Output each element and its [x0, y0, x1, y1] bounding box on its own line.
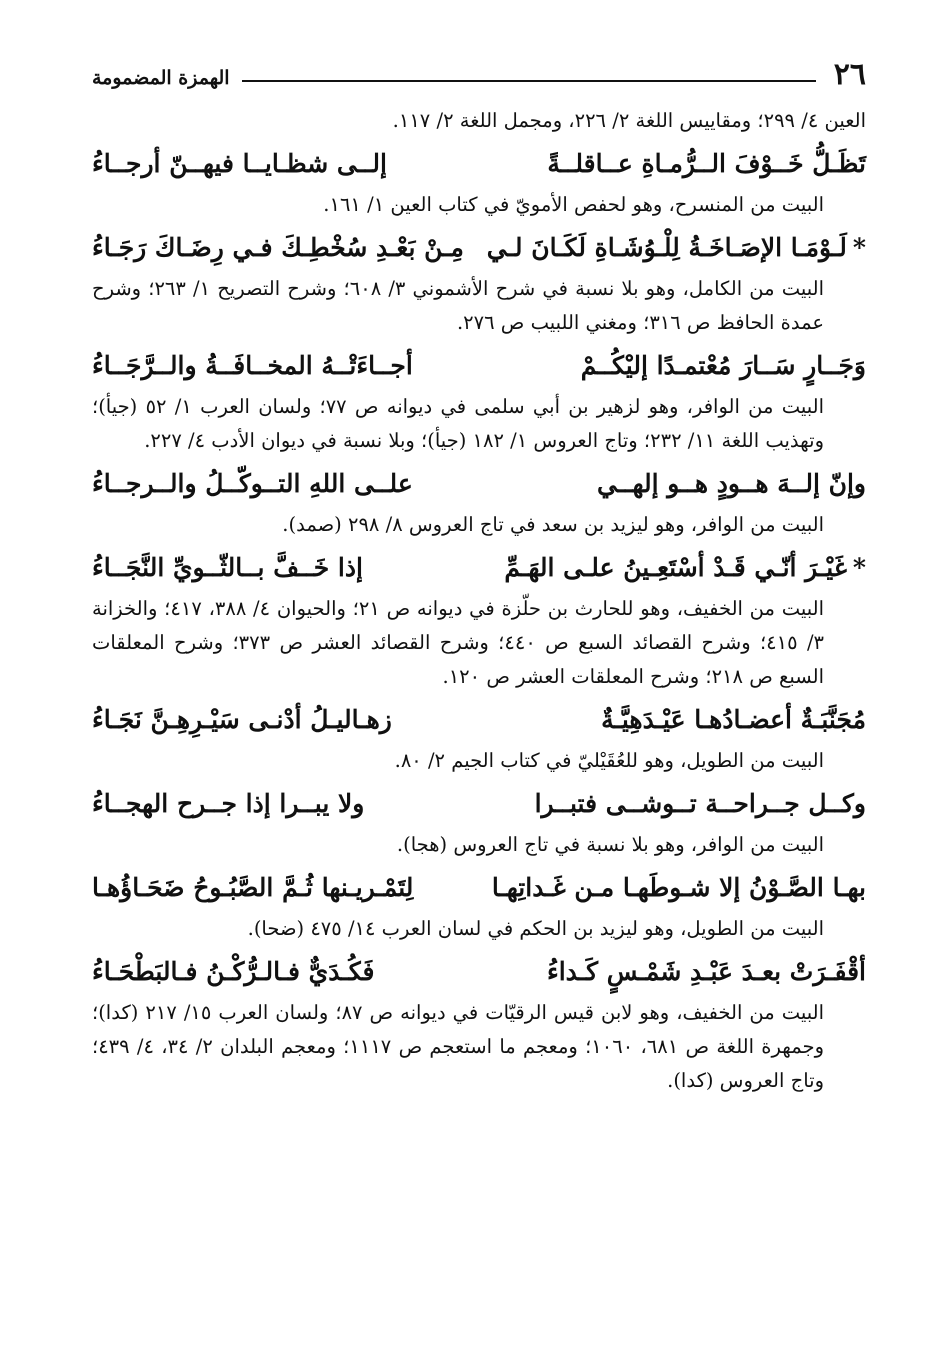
verse-second-hemistich: علــى اللهِ التــوكّــلُ والــرجــاءُ: [92, 469, 413, 498]
verse-second-hemistich: أجــاءَتْــهُ المخــافَــةُ والــرَّجَــاءُ: [92, 351, 413, 380]
verse-note: البيت من الخفيف، وهو لابن قيس الرقيّات في ديوانه ص ٨٧؛ ولسان العرب ١٥/ ٢١٧ (كدا)؛ وجمهرة اللغة ص ٦٨١، ١٠٦٠؛ ومعجم ما استعجم ص ١١١٧؛ ومعجم البلدان ٢/ ٣٤، ٤/ ٤٣٩؛ وتاج العروس (كدا).: [92, 1001, 824, 1092]
verse-note: البيت من الوافر، وهو بلا نسبة في تاج العروس (هجا).: [396, 833, 824, 856]
verse-entry: [92, 546, 866, 694]
verse-first-hemistich: بهـا الصَّـوْنُ إلا شـوطَهـا مـن غَـداتِهـا: [491, 873, 866, 902]
verse-note: البيت من الوافر، وهو لزهير بن أبي سلمى في ديوانه ص ٧٧؛ ولسان العرب ١/ ٥٢ (جيأ)؛ وتهذيب اللغة ١١/ ٢٣٢؛ وتاج العروس ١/ ١٨٢ (جيأ)؛ وبلا نسبة في ديوان الأدب ٤/ ٢٢٧.: [92, 395, 824, 452]
verse-first-text: لَـوْمَـا الإصَـاخَـةُ لِلْـوُشَـاةِ لَكَـانَ لـي: [486, 233, 847, 262]
verse-entry: [92, 698, 866, 778]
verse-entry: [92, 782, 866, 862]
verse-first-hemistich: [504, 546, 866, 590]
verse-line: [92, 546, 866, 590]
verse-note: البيت من المنسرح، وهو لحفص الأمويّ في كتاب العين ١/ ١٦١.: [323, 193, 824, 216]
verse-second-hemistich: زهـاليـلُ أدْنـى سَيْـرِهِـنَّ نَجَـاءُ: [92, 705, 392, 734]
verse-second-hemistich: فَكُـدَيٌّ فـالـرُّكْـنُ فـالبَطْحَـاءُ: [92, 957, 375, 986]
verse-entry: [92, 344, 866, 458]
header-rule: [242, 80, 816, 82]
verse-entry: [92, 226, 866, 340]
verse-line: [92, 142, 866, 186]
verse-note: البيت من الطويل، وهو ليزيد بن الحكم في لسان العرب ١٤/ ٤٧٥ (ضحا).: [247, 917, 824, 940]
verse-line: [92, 866, 866, 910]
verse-first-hemistich: وإنّ إلــهَ هــودٍ هــو إلهــي: [596, 469, 866, 498]
verse-first-hemistich: تَظَـلُّ خَــوْفَ الــرُّمـاةِ عــاقلــةً: [547, 149, 866, 178]
verse-first-hemistich: [487, 226, 866, 270]
verse-line: [92, 950, 866, 994]
page-number: ٢٦: [833, 57, 866, 92]
verse-second-hemistich: لِتَمْـريـنها ثُـمَّ الصَّبُـوحُ ضَحَـاؤُهـا: [92, 873, 414, 902]
verse-second-hemistich: ولا يبــرا إذا جــرح الهجــاءُ: [92, 789, 365, 818]
verse-second-hemistich: إلــى شظـايــا فيهــنّ أرجــاءُ: [92, 149, 387, 178]
running-title: الهمزة المضمومة: [92, 67, 230, 89]
verse-second-hemistich: إذا خَــفَّ بــالثّــويِّ النَّجَــاءُ: [92, 553, 363, 582]
star-marker: *: [852, 233, 866, 262]
verse-entry: [92, 462, 866, 542]
verse-note: البيت من الخفيف، وهو للحارث بن حلّزة في ديوانه ص ٢١؛ والحيوان ٤/ ٣٨٨، ٤١٧؛ والخزانة ٣/ ٤١٥؛ وشرح القصائد السبع ص ٤٤٠؛ وشرح القصائد العشر ص ٣٧٣؛ وشرح المعلقات السبع ص ٢١٨؛ وشرح المعلقات العشر ص ١٢٠.: [92, 597, 825, 688]
verse-line: [92, 782, 866, 826]
verse-second-hemistich: مِـنْ بَعْـدِ سُخْطِـكَ فـي رِضَـاكَ رَجَـاءُ: [92, 233, 464, 262]
page-header: [92, 52, 866, 90]
verse-line: [92, 462, 866, 506]
verse-entry: [92, 866, 866, 946]
verse-entry: [92, 950, 866, 1098]
intro-line: العين ٤/ ٢٩٩؛ ومقاييس اللغة ٢/ ٢٢٦، ومجمل اللغة ٢/ ١١٧.: [392, 109, 866, 132]
verse-note: البيت من الطويل، وهو للعُقَيْليّ في كتاب الجيم ٢/ ٨٠.: [394, 749, 824, 772]
verse-first-hemistich: وكــل جــراحــة تــوشــى فتبــرا: [534, 789, 866, 818]
verse-first-hemistich: مُجَنَّبَـةٌ أعضـادُهـا عَيْـدَهِيَّـةٌ: [601, 705, 866, 734]
verse-note: البيت من الكامل، وهو بلا نسبة في شرح الأشموني ٣/ ٦٠٨؛ وشرح التصريح ١/ ٢٦٣؛ وشرح عمدة الحافظ ص ٣١٦؛ ومغني اللبيب ص ٢٧٦.: [92, 277, 824, 334]
verse-first-hemistich: وَجَــارٍ سَــارَ مُعْتمـدًا إليْكُــمْ: [580, 351, 866, 380]
verse-line: [92, 344, 866, 388]
verse-entry: [92, 142, 866, 222]
verse-line: [92, 226, 866, 270]
verse-note: البيت من الوافر، وهو ليزيد بن سعد في تاج العروس ٨/ ٢٩٨ (صمد).: [282, 513, 824, 536]
verse-line: [92, 698, 866, 742]
verse-first-text: غَيْـرَ أنّـي قَـدْ أسْتَعِـينُ علـى الهَـمِّ: [504, 553, 847, 582]
page-body: [92, 104, 866, 1098]
verse-first-hemistich: أقْفَـرَتْ بعـدَ عَبْـدِ شَمْـسٍ كَـداءُ: [546, 957, 866, 986]
star-marker: *: [852, 553, 866, 582]
